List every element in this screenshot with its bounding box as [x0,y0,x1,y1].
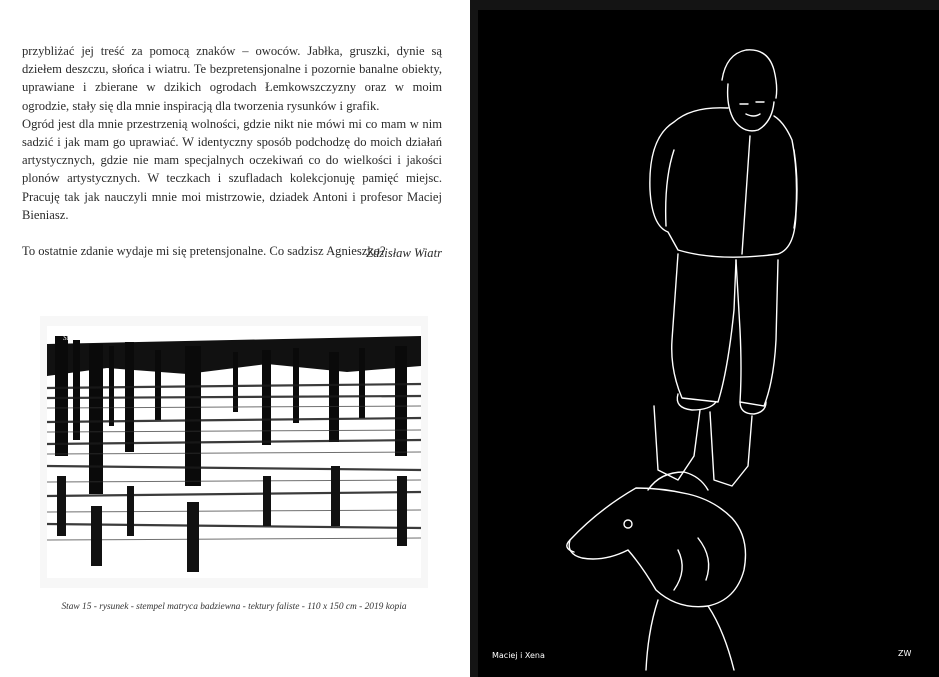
paragraph-3: To ostatnie zdanie wydaje mi się pretensjonalne. Co sadzisz Agnieszko? [22,244,386,259]
cap-outline [722,50,777,98]
drawing-inscription-left: Maciej i Xena [492,651,545,660]
drawing-man-and-dog [478,10,939,677]
paragraph-1: przybliżać jej treść za pomocą znaków – owoców. Jabłka, gruszki, dynie są dziełem deszczu, słońca i wiatru. Te bezpretensjonalne i pozornie banalne obiekty, uprawiane i zbierane w dzikich ogrodach Łemkowszczyzny oraz w moim ogrodzie, stały się dla mnie inspiracją dla tworzenia rysunków i grafik. [22,44,442,113]
author-signature: Zdzisław Wiatr [366,246,442,260]
drawing-panel [478,10,939,677]
dog-ear [648,472,708,490]
dog-head-outline [569,488,745,607]
paragraph-2: Ogród jest dla mnie przestrzenią wolności, gdzie nikt nie mówi mi co mam w nim sadzić i jak mam go uprawiać. W identyczny sposób podchodzę do moich działań artystycznych, gdzie nie mam specjalnych oczekiwań co do wielkości i jakości plonów artystycznych. W teczkach i szufladach kolekcjonuję pamięć miejsc. Pracuję tak jak nauczyli mnie moi mistrzowie, dziadek Antoni i profesor Maciej Bieniasz. [22,116,442,222]
artwork-caption: Staw 15 - rysunek - stempel matryca badziewna - tektury faliste - 110 x 150 cm - 2019 kopia [61,602,407,612]
essay-text [22,42,442,260]
artwork-inscription: St 15 [63,334,78,342]
jacket-outline [650,108,797,257]
drawing-inscription-right: ZW [898,649,912,658]
zipper-line [742,136,750,254]
artwork-image [47,326,421,578]
artwork-staw-15 [40,316,428,588]
right-page [470,0,939,677]
